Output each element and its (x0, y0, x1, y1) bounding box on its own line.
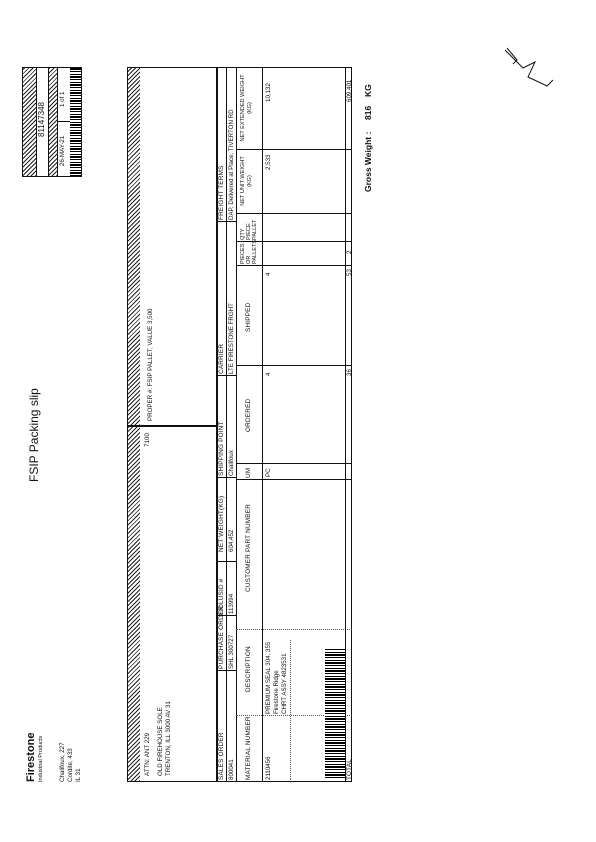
ship-from-line-1: Chalifoux, 227 (59, 742, 66, 782)
header-ordered: ORDERED (245, 398, 252, 432)
doc-date: 26-MAY-21 (59, 135, 66, 166)
item-net-unit: 2,533 (265, 154, 272, 170)
brand-logo: Firestone (25, 732, 37, 782)
gross-weight-label: Gross Weight : (363, 131, 373, 192)
remarks-text: PROPER #: FSIP PALLET, VALUE 3,500 (147, 308, 154, 421)
value-freight-terms: DAP, Delivered at Place, TIVERTON RD (227, 109, 235, 220)
gross-weight-value: 816 (363, 105, 373, 120)
value-shipping-point: Chalifoux (227, 450, 235, 476)
total-pallets: 2 (345, 250, 353, 254)
value-sales-order: 800041 (227, 759, 235, 780)
header-description: DESCRIPTION (245, 646, 252, 692)
header-qty-piece: QTY PIECE PALLET (240, 219, 259, 240)
header-pallets: PIECES OR PALLETS (240, 239, 259, 264)
header-shipping-point: SHIPPING POINT (218, 421, 225, 476)
item-net-extended: 10,132 (265, 83, 272, 102)
ship-to-line-2: OLD FIREHOUSE SOLE (157, 707, 164, 776)
total-ordered: 36 (345, 369, 353, 376)
header-net-unit: NET UNIT WEIGHT (KG) (240, 156, 253, 206)
header-purchase-order: PURCHASE ORDER (218, 605, 225, 669)
ship-to-line-3: TRENTON, ILL 3000 AV 31 (165, 701, 172, 776)
header-net-weight: NET WEIGHT(KG) (218, 495, 225, 552)
document-title: FSIP Packing slip (27, 388, 41, 482)
header-carrier: CARRIER (218, 343, 225, 374)
item-description-1: PREMIUM SEAL 304, 355 (265, 641, 272, 714)
header-sales-order: SALES ORDER (218, 732, 225, 780)
value-deliv-no: 113994 (227, 593, 235, 614)
item-shipped: 4 (265, 272, 272, 276)
header-deliv-no: DOLUSID # (218, 578, 225, 614)
page-info: 1 of 1 (59, 91, 66, 107)
item-um: PC (265, 468, 272, 477)
ship-from-line-3: IL 31 (75, 768, 82, 782)
value-purchase-order: SHL 300727 (227, 634, 235, 669)
item-description-2: Firestone Ridge (273, 670, 280, 714)
total-shipped: 53 (345, 269, 353, 276)
total-label: TOTAL (345, 758, 353, 780)
table-barcode (325, 648, 345, 778)
remarks-box (127, 67, 217, 426)
item-ordered: 4 (265, 372, 272, 376)
doc-number: 81147348 (37, 102, 46, 137)
header-barcode (70, 68, 81, 176)
value-carrier: LTE FIRESTONE FRGHT (227, 303, 235, 374)
item-material: 2110456 (265, 756, 272, 780)
ship-to-right-note: 7100 (144, 433, 151, 447)
header-um: UM (245, 467, 252, 478)
ship-to-line-1: ATTN: ANT 229 (144, 732, 151, 776)
header-material: MATERIAL NUMBER (245, 716, 252, 780)
item-description-3: CHRT ASSY 4823531 (281, 653, 288, 714)
value-net-weight: 604,452 (227, 529, 235, 552)
header-shipped: SHIPPED (245, 302, 252, 332)
total-net-extended: 609,401 (345, 79, 353, 102)
header-net-extended: NET EXTENDED WEIGHT (KG) (240, 74, 253, 142)
doc-header-hatch (23, 68, 36, 176)
header-customer-part: CUSTOMER PART NUMBER (245, 503, 252, 592)
brand-subtitle: Industrial Products (38, 735, 44, 782)
header-freight-terms: FREIGHT TERMS (218, 165, 225, 220)
ship-from-line-2: Cordite, 433 (67, 748, 74, 782)
gross-weight-unit: KG (363, 84, 373, 97)
